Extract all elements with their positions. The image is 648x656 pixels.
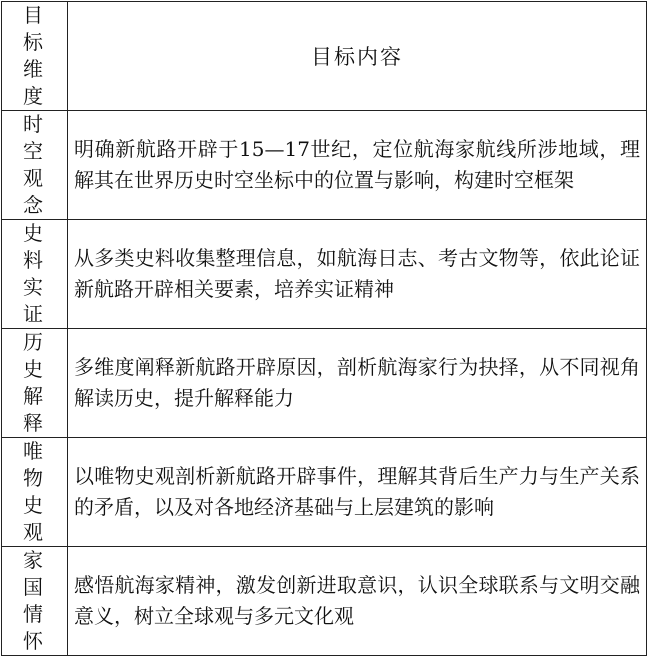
content-cell (68, 111, 647, 220)
header-dimension-label: 目标维度 (23, 3, 46, 108)
content-text: 从多类史料收集整理信息，如航海日志、考古文物等，依此论证新航路开辟相关要素，培养实证精神 (74, 246, 640, 301)
table-header-row (2, 2, 647, 111)
table-row (2, 220, 647, 329)
dimension-label: 史料实证 (23, 221, 46, 326)
table-row (2, 438, 647, 547)
header-dimension-cell (2, 2, 68, 111)
dimension-cell (2, 111, 68, 220)
table-row (2, 329, 647, 438)
table-row (2, 547, 647, 656)
objectives-table (1, 1, 647, 656)
dimension-label: 唯物史观 (23, 439, 46, 544)
content-cell (68, 547, 647, 656)
dimension-label: 家国情怀 (23, 548, 46, 653)
dimension-label: 时空观念 (23, 112, 46, 217)
header-content-label: 目标内容 (311, 45, 403, 69)
table-row (2, 111, 647, 220)
dimension-cell (2, 547, 68, 656)
content-cell (68, 438, 647, 547)
objectives-table-wrapper (1, 1, 646, 653)
content-text: 多维度阐释新航路开辟原因，剖析航海家行为抉择，从不同视角解读历史，提升解释能力 (74, 355, 640, 410)
dimension-cell (2, 438, 68, 547)
content-cell (68, 220, 647, 329)
header-content-cell (68, 2, 647, 111)
content-cell (68, 329, 647, 438)
content-text: 以唯物史观剖析新航路开辟事件，理解其背后生产力与生产关系的矛盾，以及对各地经济基础与上层建筑的影响 (74, 464, 640, 519)
dimension-label: 历史解释 (23, 330, 46, 435)
dimension-cell (2, 220, 68, 329)
dimension-cell (2, 329, 68, 438)
content-text: 感悟航海家精神，激发创新进取意识，认识全球联系与文明交融意义，树立全球观与多元文化观 (74, 573, 640, 628)
content-text: 明确新航路开辟于15—17世纪，定位航海家航线所涉地域，理解其在世界历史时空坐标中的位置与影响，构建时空框架 (74, 137, 640, 192)
